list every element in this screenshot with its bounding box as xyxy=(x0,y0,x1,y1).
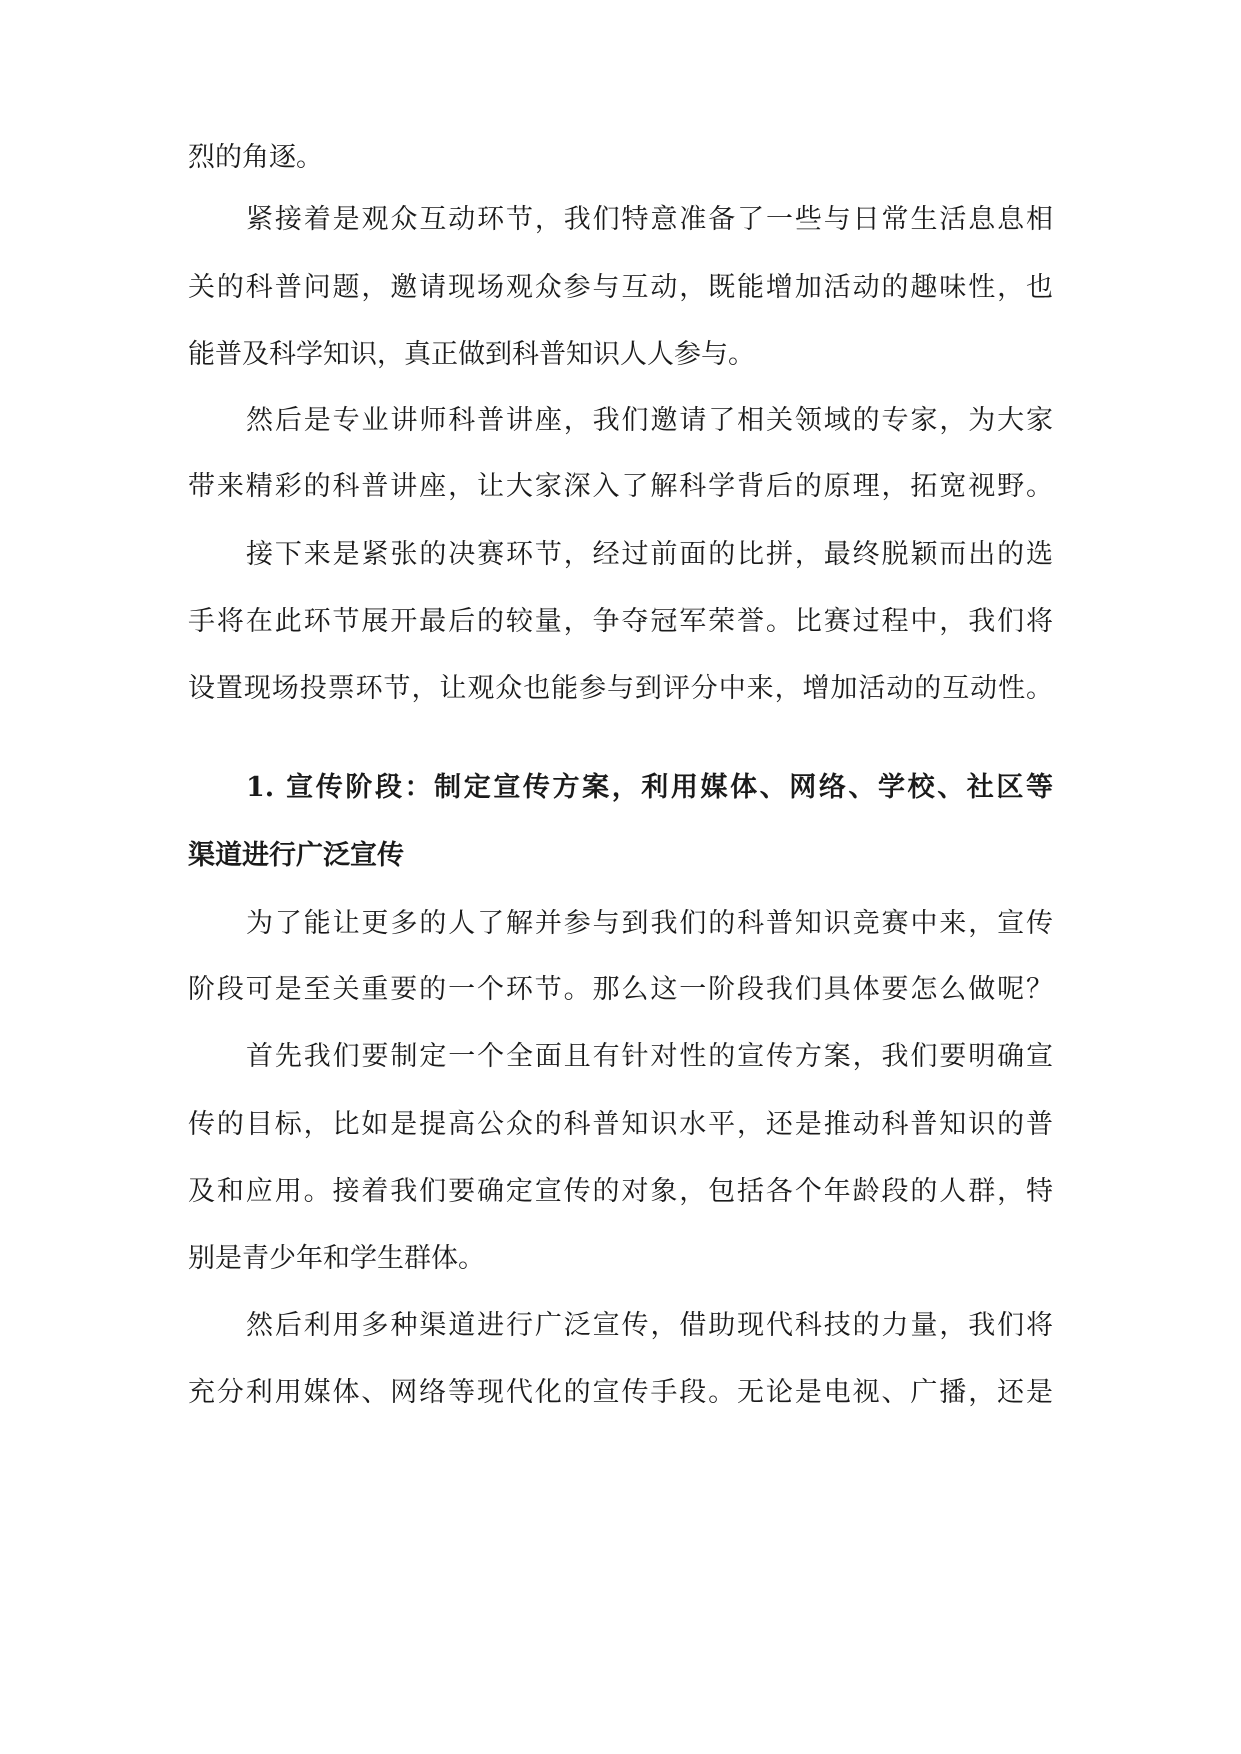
text-line: 充分利用媒体、网络等现代化的宣传手段。无论是电视、广播，还是 xyxy=(188,1377,1053,1408)
text-line: 设置现场投票环节，让观众也能参与到评分中来，增加活动的互动性。 xyxy=(188,673,1053,704)
text-line: 为了能让更多的人了解并参与到我们的科普知识竞赛中来，宣传 xyxy=(246,908,1053,939)
text-line: 带来精彩的科普讲座，让大家深入了解科学背后的原理，拓宽视野。 xyxy=(188,471,1053,502)
text-line: 手将在此环节展开最后的较量，争夺冠军荣誉。比赛过程中，我们将 xyxy=(188,606,1053,637)
section-heading: 渠道进行广泛宣传 xyxy=(188,840,404,871)
text-line: 及和应用。接着我们要确定宣传的对象，包括各个年龄段的人群，特 xyxy=(188,1176,1053,1207)
section-heading: 1. 宣传阶段：制定宣传方案，利用媒体、网络、学校、社区等 xyxy=(246,772,1053,803)
text-line: 接下来是紧张的决赛环节，经过前面的比拼，最终脱颖而出的选 xyxy=(246,539,1053,570)
text-line: 紧接着是观众互动环节，我们特意准备了一些与日常生活息息相 xyxy=(246,204,1053,235)
text-line: 阶段可是至关重要的一个环节。那么这一阶段我们具体要怎么做呢？ xyxy=(188,974,1053,1005)
text-line: 然后利用多种渠道进行广泛宣传，借助现代科技的力量，我们将 xyxy=(246,1310,1053,1341)
text-line: 能普及科学知识，真正做到科普知识人人参与。 xyxy=(188,339,755,370)
text-line: 然后是专业讲师科普讲座，我们邀请了相关领域的专家，为大家 xyxy=(246,405,1053,436)
text-line: 传的目标，比如是提高公众的科普知识水平，还是推动科普知识的普 xyxy=(188,1109,1053,1140)
text-line: 烈的角逐。 xyxy=(188,142,323,173)
text-line: 别是青少年和学生群体。 xyxy=(188,1243,485,1274)
text-line: 关的科普问题，邀请现场观众参与互动，既能增加活动的趣味性，也 xyxy=(188,272,1053,303)
text-line: 首先我们要制定一个全面且有针对性的宣传方案，我们要明确宣 xyxy=(246,1041,1053,1072)
